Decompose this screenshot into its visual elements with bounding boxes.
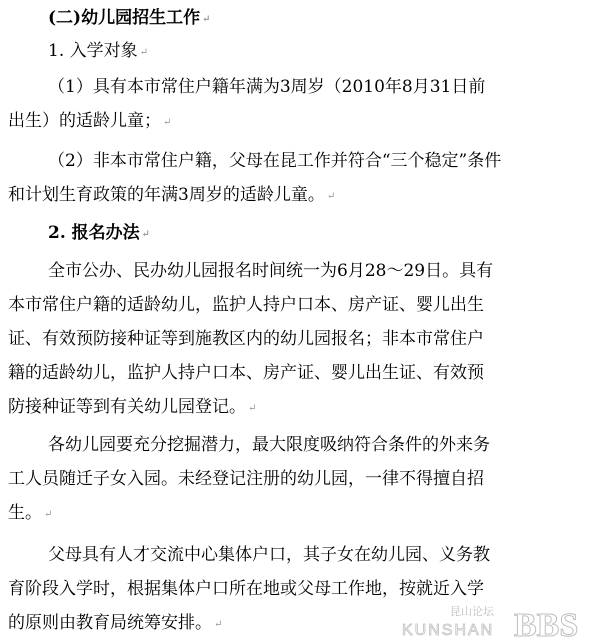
paragraph-1-line-2	[8, 290, 592, 321]
subheading-text: 2. 报名办法	[48, 223, 140, 243]
paragraph-3-line-3	[8, 608, 592, 640]
subheading-registration-method	[48, 218, 592, 250]
paragraph-mark: ↵	[326, 191, 336, 202]
paragraph-1-line-4	[8, 358, 592, 389]
paragraph-mark: ↵	[202, 14, 211, 25]
paragraph-1-line-3	[8, 324, 592, 355]
section-heading	[48, 3, 592, 35]
subheading-admission-targets	[48, 36, 592, 68]
item-1-line-2	[8, 106, 592, 138]
item-2-line-1	[48, 146, 592, 177]
paragraph-mark: ↵	[248, 403, 257, 414]
subheading-text: 1. 入学对象	[48, 41, 138, 61]
watermark-main-text: KUNSHAN	[402, 622, 495, 639]
item-2-line-2	[8, 180, 592, 212]
item-text: 出生）的适龄儿童；	[8, 111, 161, 131]
paragraph-2-line-2	[8, 464, 592, 495]
item-text: （2）非本市常住户籍，父母在昆工作并符合“三个稳定”条件	[48, 151, 502, 171]
paragraph-2-line-3	[8, 498, 592, 530]
paragraph-text: 生。	[8, 503, 42, 523]
paragraph-text: 本市常住户籍的适龄幼儿，监护人持户口本、房产证、婴儿出生	[8, 295, 484, 315]
paragraph-1-line-1	[48, 256, 592, 287]
paragraph-2-line-1	[48, 430, 592, 461]
paragraph-mark: ↵	[141, 229, 151, 240]
watermark-top-text: 昆山论坛	[450, 605, 494, 618]
paragraph-text: 工人员随迁子女入园。未经登记注册的幼儿园，一律不得擅自招	[8, 469, 484, 489]
section-heading-text: (二)幼儿园招生工作	[48, 8, 201, 28]
paragraph-text: 各幼儿园要充分挖掘潜力，最大限度吸纳符合条件的外来务	[48, 435, 490, 455]
item-text: 和计划生育政策的年满3周岁的适龄儿童。	[8, 185, 325, 205]
item-1-line-1	[48, 72, 592, 103]
paragraph-text: 育阶段入学时，根据集体户口所在地或父母工作地，按就近入学	[8, 579, 484, 599]
paragraph-text: 父母具有人才交流中心集体户口，其子女在幼儿园、义务教	[48, 545, 490, 565]
paragraph-text: 证、有效预防接种证等到施教区内的幼儿园报名；非本市常住户	[8, 329, 484, 349]
paragraph-mark: ↵	[163, 117, 172, 128]
paragraph-mark: ↵	[139, 47, 149, 58]
paragraph-text: 防接种证等到有关幼儿园登记。	[8, 397, 246, 417]
paragraph-mark: ↵	[214, 619, 223, 630]
paragraph-3-line-1	[48, 540, 592, 571]
paragraph-text: 的原则由教育局统筹安排。	[8, 613, 212, 633]
paragraph-text: 全市公办、民办幼儿园报名时间统一为6月28～29日。具有	[48, 261, 494, 281]
paragraph-mark: ↵	[44, 509, 53, 520]
paragraph-1-line-5	[8, 392, 592, 424]
watermark-logo-text: BBS	[514, 607, 579, 640]
item-text: （1）具有本市常住户籍年满为3周岁（2010年8月31日前	[48, 77, 486, 97]
paragraph-text: 籍的适龄幼儿，监护人持户口本、房产证、婴儿出生证、有效预	[8, 363, 484, 383]
paragraph-3-line-2	[8, 574, 592, 605]
